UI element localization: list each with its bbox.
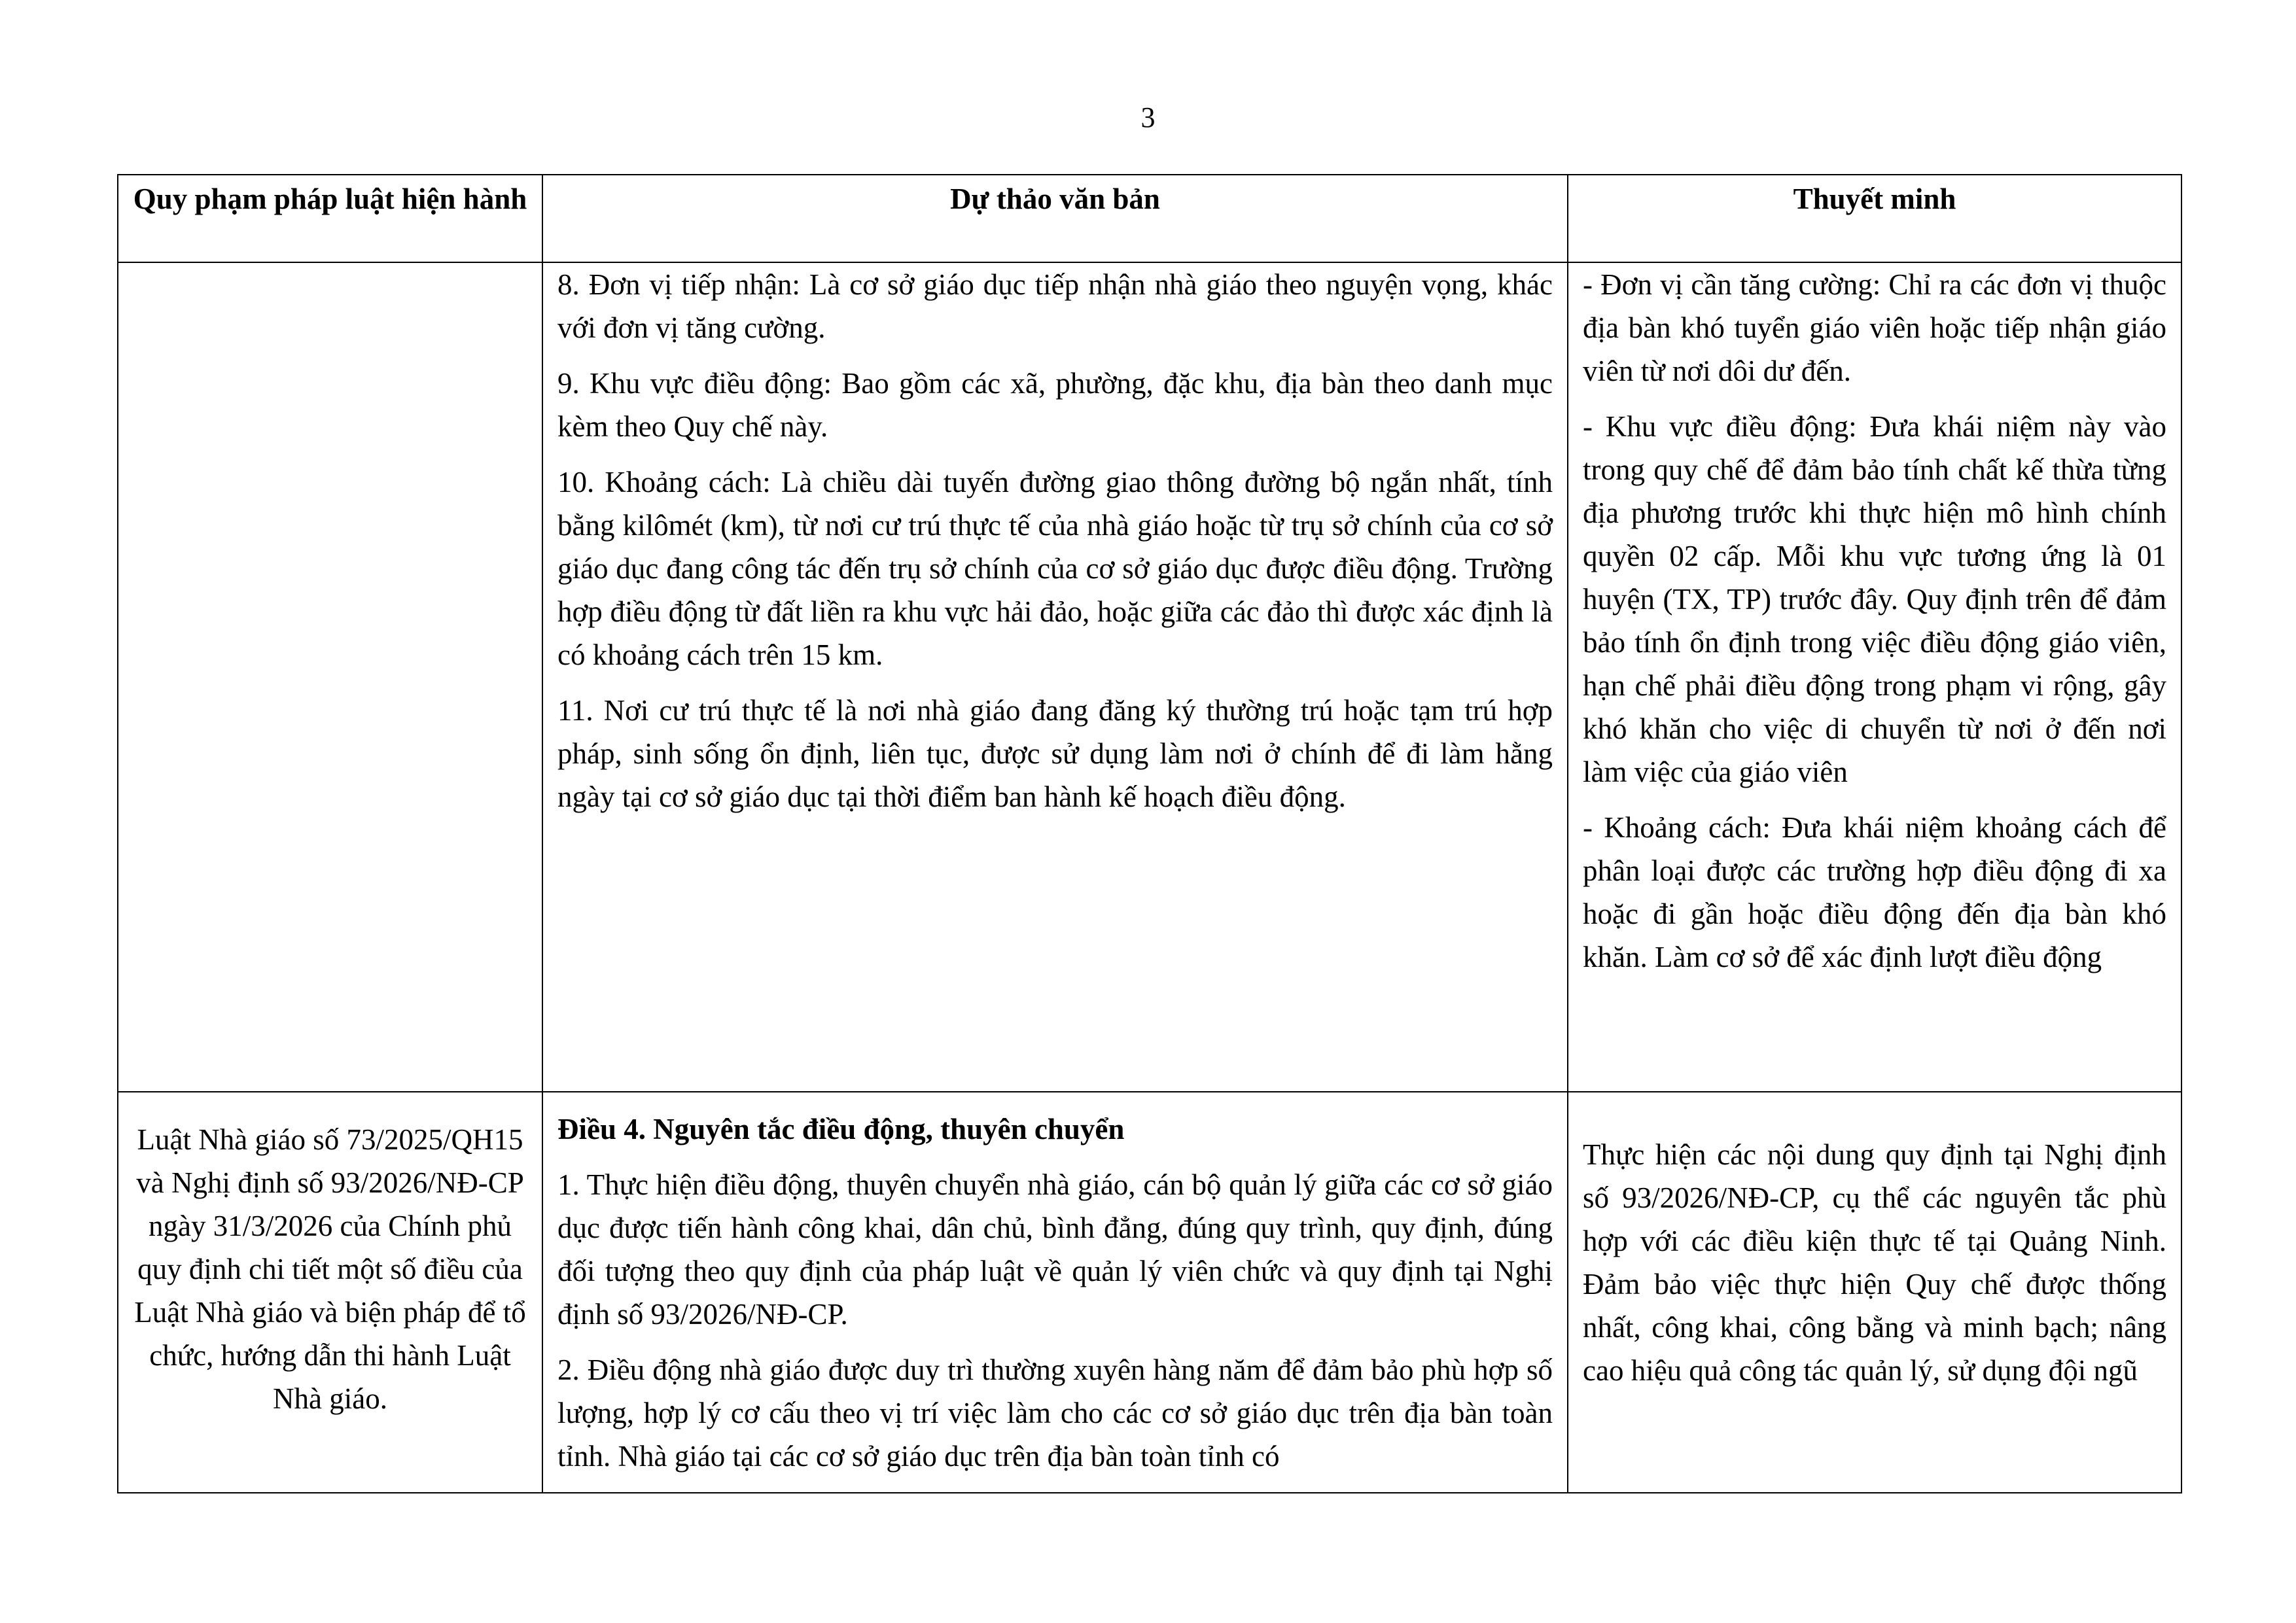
row2-draft-cell [542, 1092, 1568, 1493]
row2-current-law-cell [118, 1092, 542, 1493]
explanation-item: - Đơn vị cần tăng cường: Chỉ ra các đơn vị thuộc địa bàn khó tuyển giáo viên hoặc tiếp nhận giáo viên từ nơi dôi dư đến. [1583, 268, 2166, 387]
draft-clause-8: 8. Đơn vị tiếp nhận: Là cơ sở giáo dục tiếp nhận nhà giáo theo nguyện vọng, khác với đơn vị tăng cường. [557, 268, 1553, 344]
page-number: 3 [1140, 101, 1156, 133]
header-draft-text: Dự thảo văn bản [542, 175, 1568, 262]
row1-current-law-cell [118, 262, 542, 1092]
row1-explanation-cell [1568, 262, 2181, 1092]
header-current-law: Quy phạm pháp luật hiện hành [118, 175, 542, 262]
explanation-item: Thực hiện các nội dung quy định tại Nghị định số 93/2026/NĐ-CP, cụ thể các nguyên tắc phù hợp với các điều kiện thực tế tại Quảng Ninh. Đảm bảo việc thực hiện Quy chế được thống nhất, công khai, công bằng và minh bạch; nâng cao hiệu quả công tác quản lý, sử dụng đội ngũ [1583, 1138, 2166, 1387]
comparison-table [117, 174, 2182, 1493]
table-row [118, 1092, 2181, 1493]
header-explanation: Thuyết minh [1568, 175, 2181, 262]
row2-explanation-cell [1568, 1092, 2181, 1493]
explanation-item: - Khu vực điều động: Đưa khái niệm này vào trong quy chế để đảm bảo tính chất kế thừa từng địa phương trước khi thực hiện mô hình chính quyền 02 cấp. Mỗi khu vực tương ứng là 01 huyện (TX, TP) trước đây. Quy định trên để đảm bảo tính ổn định trong việc điều động giáo viên, hạn chế phải điều động trong phạm vi rộng, gây khó khăn cho việc di chuyển từ nơi ở đến nơi làm việc của giáo viên [1583, 410, 2166, 788]
explanation-item: - Khoảng cách: Đưa khái niệm khoảng cách để phân loại được các trường hợp điều động đi xa hoặc đi gần hoặc điều động đến địa bàn khó khăn. Làm cơ sở để xác định lượt điều động [1583, 811, 2166, 973]
table-header-row [118, 175, 2181, 262]
draft-clause-10: 10. Khoảng cách: Là chiều dài tuyến đường giao thông đường bộ ngắn nhất, tính bằng kilômét (km), từ nơi cư trú thực tế của nhà giáo hoặc từ trụ sở chính của cơ sở giáo dục đang công tác đến trụ sở chính của cơ sở giáo dục được điều động. Trường hợp điều động từ đất liền ra khu vực hải đảo, hoặc giữa các đảo thì được xác định là có khoảng cách trên 15 km. [557, 466, 1553, 671]
draft-clause-2: 2. Điều động nhà giáo được duy trì thường xuyên hàng năm để đảm bảo phù hợp số lượng, hợp lý cơ cấu theo vị trí việc làm cho các cơ sở giáo dục trên địa bàn toàn tỉnh. Nhà giáo tại các cơ sở giáo dục trên địa bàn toàn tỉnh có [557, 1353, 1553, 1473]
article-4-title: Điều 4. Nguyên tắc điều động, thuyên chuyển [557, 1113, 1125, 1145]
draft-clause-9: 9. Khu vực điều động: Bao gồm các xã, phường, đặc khu, địa bàn theo danh mục kèm theo Quy chế này. [557, 367, 1553, 443]
draft-clause-1: 1. Thực hiện điều động, thuyên chuyển nhà giáo, cán bộ quản lý giữa các cơ sở giáo dục được tiến hành công khai, dân chủ, bình đẳng, đúng quy trình, quy định, đúng đối tượng theo quy định của pháp luật về quản lý viên chức và quy định tại Nghị định số 93/2026/NĐ-CP. [557, 1168, 1553, 1331]
row1-draft-cell [542, 262, 1568, 1092]
legal-basis-text: Luật Nhà giáo số 73/2025/QH15 và Nghị định số 93/2026/NĐ-CP ngày 31/3/2026 của Chính phủ quy định chi tiết một số điều của Luật Nhà giáo và biện pháp để tổ chức, hướng dẫn thi hành Luật Nhà giáo. [134, 1123, 526, 1415]
table-row [118, 262, 2181, 1092]
draft-clause-11: 11. Nơi cư trú thực tế là nơi nhà giáo đang đăng ký thường trú hoặc tạm trú hợp pháp, sinh sống ổn định, liên tục, được sử dụng làm nơi ở chính để đi làm hằng ngày tại cơ sở giáo dục tại thời điểm ban hành kế hoạch điều động. [557, 694, 1553, 813]
